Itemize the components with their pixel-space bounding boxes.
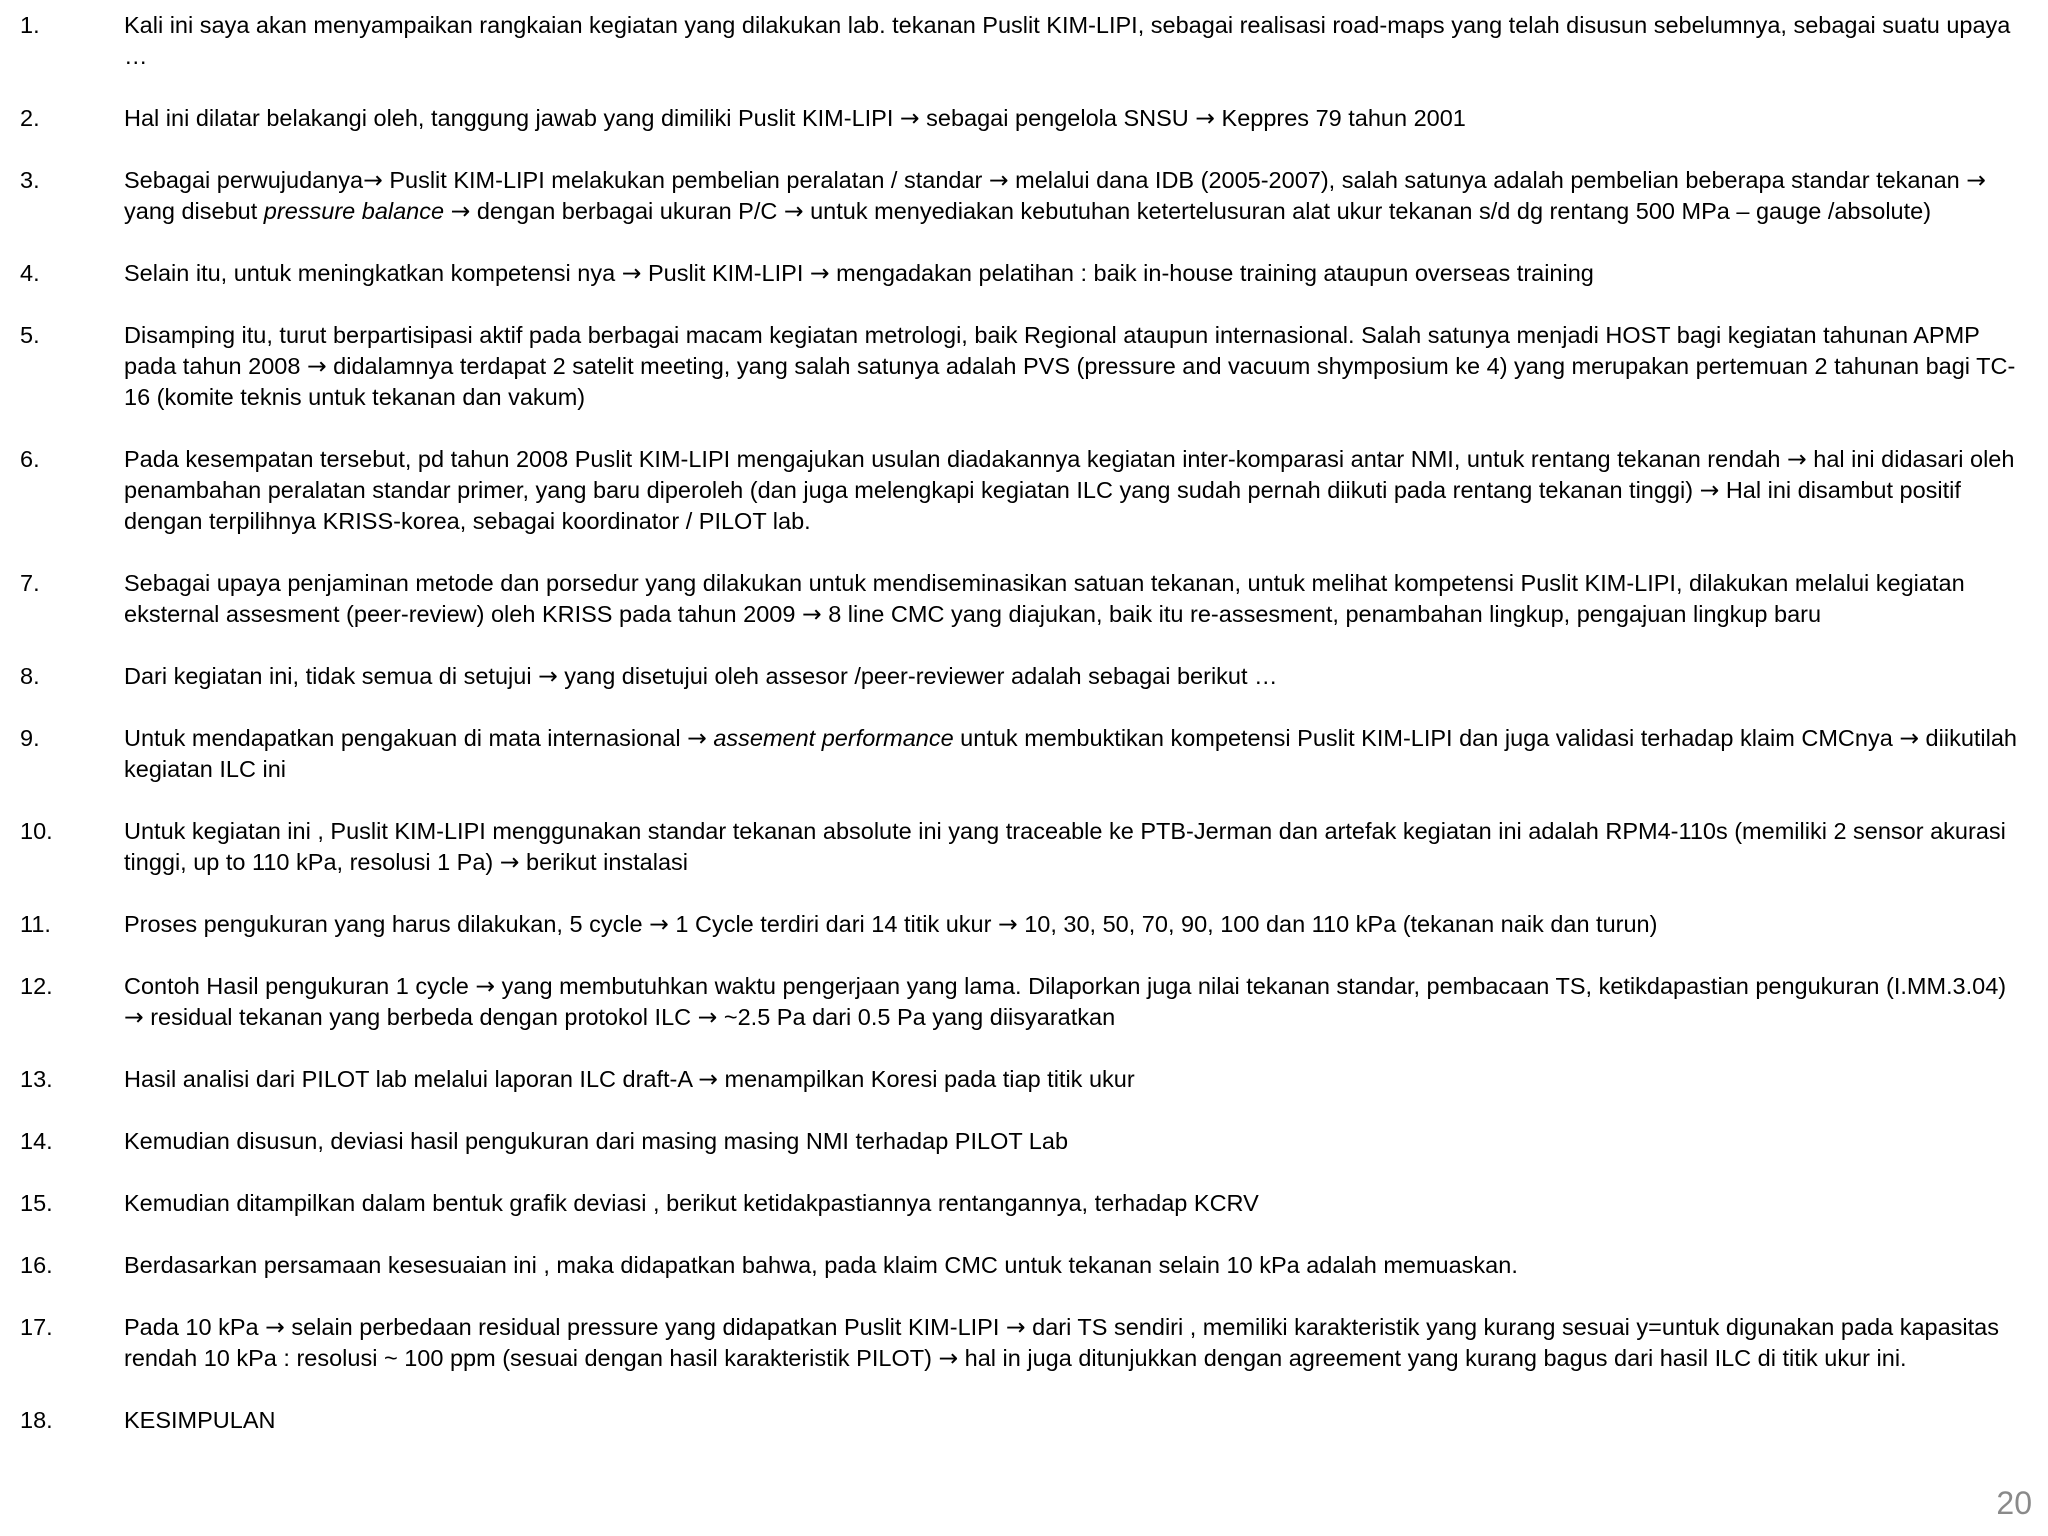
text-segment: Untuk kegiatan ini , Puslit KIM-LIPI menggunakan standar tekanan absolute ini yang traceable ke PTB-Jerman dan artefak kegiatan ini adalah RPM4-110s (memiliki 2 sensor akurasi tinggi, up to 110 kPa, resolusi 1 Pa) [124, 818, 2006, 875]
arrow-right-icon: → [1699, 476, 1720, 504]
list-item [20, 165, 2030, 227]
arrow-right-icon: → [124, 1003, 144, 1031]
text-segment: didalamnya terdapat 2 satelit meeting, yang salah satunya adalah PVS (pressure and vacuum shymposium ke 4) yang merupakan pertemuan 2 tahunan bagi TC-16 (komite teknis untuk tekanan dan vakum) [124, 353, 2016, 410]
arrow-right-icon: → [697, 1003, 718, 1031]
arrow-right-icon: → [809, 259, 830, 287]
text-segment: Puslit KIM-LIPI [641, 260, 810, 286]
text-segment: sebagai pengelola SNSU [919, 105, 1196, 131]
text-segment: Proses pengukuran yang harus dilakukan, 5 cycle [124, 911, 650, 937]
text-segment: Pada 10 kPa [124, 1314, 266, 1340]
item-number: 3. [20, 167, 40, 193]
text-segment: Contoh Hasil pengukuran 1 cycle [124, 973, 476, 999]
text-segment: diikutilah kegiatan ILC ini [124, 725, 2018, 782]
item-number: 16. [20, 1252, 53, 1278]
item-number: 15. [20, 1190, 53, 1216]
arrow-right-icon: → [938, 1344, 959, 1372]
list-item [20, 320, 2030, 413]
arrow-right-icon: → [899, 104, 920, 132]
text-segment: 1 Cycle terdiri dari 14 titik ukur [668, 911, 998, 937]
italic-text: pressure balance [263, 198, 445, 224]
item-text [124, 568, 2030, 630]
item-number: 14. [20, 1128, 53, 1154]
item-number: 6. [20, 446, 40, 472]
arrow-right-icon: → [988, 166, 1009, 194]
list-item [20, 816, 2030, 878]
list-item [20, 1064, 2030, 1095]
list-item [20, 1250, 2030, 1281]
list-item [20, 10, 2030, 72]
item-text [124, 1312, 2030, 1374]
list-item [20, 1405, 2030, 1436]
arrow-right-icon: → [1899, 724, 1920, 752]
item-text [124, 971, 2030, 1033]
list-item [20, 1188, 2030, 1219]
text-segment: ~2.5 Pa dari 0.5 Pa yang diisyaratkan [717, 1004, 1116, 1030]
text-segment: yang membutuhkan waktu pengerjaan yang lama. Dilaporkan juga nilai tekanan standar, pembacaan TS, ketikdapastian pengukuran (I.MM.3.04) [495, 973, 2007, 999]
item-number: 13. [20, 1066, 53, 1092]
item-text [124, 1250, 2030, 1281]
text-segment: 8 line CMC yang diajukan, baik itu re-assesment, penambahan lingkup, pengajuan lingkup baru [821, 601, 1822, 627]
text-segment: Untuk mendapatkan pengakuan di mata internasional [124, 725, 688, 751]
item-number: 10. [20, 818, 53, 844]
arrow-right-icon: → [538, 662, 558, 690]
text-segment: Pada kesempatan tersebut, pd tahun 2008 Puslit KIM-LIPI mengajukan usulan diadakannya kegiatan inter-komparasi antar NMI, untuk rentang tekanan rendah [124, 446, 1788, 472]
text-segment: yang disebut [124, 198, 264, 224]
item-number: 12. [20, 973, 53, 999]
arrow-right-icon: → [698, 1065, 718, 1093]
item-number: 11. [20, 911, 51, 937]
arrow-right-icon: → [621, 259, 642, 287]
text-segment: selain perbedaan residual pressure yang didapatkan Puslit KIM-LIPI [284, 1314, 1006, 1340]
item-number: 1. [20, 12, 40, 38]
list-item [20, 103, 2030, 134]
text-segment: Hal ini dilatar belakangi oleh, tanggung jawab yang dimiliki Puslit KIM-LIPI [124, 105, 900, 131]
text-segment: Sebagai perwujudanya [124, 167, 364, 193]
text-segment: menampilkan Koresi pada tiap titik ukur [717, 1066, 1135, 1092]
item-text [124, 1064, 2030, 1095]
text-segment: hal ini didasari oleh penambahan peralatan standar primer, yang baru diperoleh (dan juga melengkapi kegiatan ILC yang sudah pernah diikuti pada rentang tekanan tinggi) [124, 446, 2015, 503]
text-segment: Selain itu, untuk meningkatkan kompetensi nya [124, 260, 622, 286]
item-text [124, 320, 2030, 413]
text-segment: 10, 30, 50, 70, 90, 100 dan 110 kPa (tekanan naik dan turun) [1017, 911, 1658, 937]
list-item [20, 971, 2030, 1033]
item-number: 5. [20, 322, 40, 348]
text-segment: KESIMPULAN [124, 1407, 276, 1433]
arrow-right-icon: → [649, 910, 669, 938]
list-item [20, 568, 2030, 630]
item-text [124, 1405, 2030, 1436]
item-text [124, 258, 2030, 289]
list-item [20, 661, 2030, 692]
text-segment: Kemudian disusun, deviasi hasil pengukuran dari masing masing NMI terhadap PILOT Lab [124, 1128, 1069, 1154]
arrow-right-icon: → [801, 600, 822, 628]
text-segment: dengan berbagai ukuran P/C [470, 198, 784, 224]
arrow-right-icon: → [450, 197, 471, 225]
text-segment: Keppres 79 tahun 2001 [1214, 105, 1466, 131]
item-text [124, 10, 2030, 72]
text-segment: Hasil analisi dari PILOT lab melalui laporan ILC draft-A [124, 1066, 699, 1092]
text-segment: berikut instalasi [519, 849, 688, 875]
item-number: 7. [20, 570, 40, 596]
text-segment: Disamping itu, turut berpartisipasi aktif pada berbagai macam kegiatan metrologi, baik Regional ataupun internasional. Salah satunya menjadi HOST bagi kegiatan tahunan APMP pada tahun 2008 [124, 322, 1980, 379]
item-number: 9. [20, 725, 40, 751]
text-segment: hal in juga ditunjukkan dengan agreement yang kurang bagus dari hasil ILC di titik ukur ini. [958, 1345, 1907, 1371]
numbered-notes-list [20, 10, 2030, 1436]
arrow-right-icon: → [499, 848, 520, 876]
list-item [20, 1312, 2030, 1374]
item-text [124, 661, 2030, 692]
text-segment: yang disetujui oleh assesor /peer-reviewer adalah sebagai berikut … [557, 663, 1278, 689]
text-segment: Kali ini saya akan menyampaikan rangkaian kegiatan yang dilakukan lab. tekanan Puslit KIM-LIPI, sebagai realisasi road-maps yang telah disusun sebelumnya, sebagai suatu upaya … [124, 12, 2011, 69]
list-item [20, 444, 2030, 537]
item-text [124, 723, 2030, 785]
item-number: 17. [20, 1314, 53, 1340]
item-text [124, 165, 2030, 227]
item-number: 4. [20, 260, 40, 286]
list-item [20, 723, 2030, 785]
arrow-right-icon: → [687, 724, 707, 752]
text-segment: dari TS sendiri , memiliki karakteristik yang kurang sesuai y=untuk digunakan pada kapasitas rendah 10 kPa : resolusi ~ 100 ppm (sesuai dengan hasil karakteristik PILOT) [124, 1314, 1999, 1371]
item-text [124, 816, 2030, 878]
item-text [124, 103, 2030, 134]
arrow-right-icon: → [265, 1313, 285, 1341]
list-item [20, 258, 2030, 289]
item-number: 2. [20, 105, 40, 131]
page-number: 20 [1996, 1485, 2032, 1521]
arrow-right-icon: → [1005, 1313, 1026, 1341]
arrow-right-icon: → [1787, 445, 1807, 473]
text-segment: mengadakan pelatihan : baik in-house training ataupun overseas training [829, 260, 1594, 286]
text-segment: melalui dana IDB (2005-2007), salah satunya adalah pembelian beberapa standar tekanan [1008, 167, 1967, 193]
text-segment: Berdasarkan persamaan kesesuaian ini , maka didapatkan bahwa, pada klaim CMC untuk tekanan selain 10 kPa adalah memuaskan. [124, 1252, 1518, 1278]
item-number: 18. [20, 1407, 53, 1433]
text-segment: untuk menyediakan kebutuhan ketertelusuran alat ukur tekanan s/d dg rentang 500 MPa – gauge /absolute) [803, 198, 1932, 224]
item-number: 8. [20, 663, 40, 689]
arrow-right-icon: → [1195, 104, 1215, 132]
text-segment: Hal ini disambut positif dengan terpilihnya KRISS-korea, sebagai koordinator / PILOT lab. [124, 477, 1961, 534]
text-segment: Kemudian ditampilkan dalam bentuk grafik deviasi , berikut ketidakpastiannya rentangannya, terhadap KCRV [124, 1190, 1259, 1216]
item-text [124, 1126, 2030, 1157]
item-text [124, 444, 2030, 537]
arrow-right-icon: → [783, 197, 804, 225]
arrow-right-icon: → [306, 352, 327, 380]
item-text [124, 1188, 2030, 1219]
text-segment: Sebagai upaya penjaminan metode dan porsedur yang dilakukan untuk mendiseminasikan satuan tekanan, untuk melihat kompetensi Puslit KIM-LIPI, dilakukan melalui kegiatan eksternal assesment (peer-review) oleh KRISS pada tahun 2009 [124, 570, 1965, 627]
text-segment: Dari kegiatan ini, tidak semua di setujui [124, 663, 539, 689]
text-segment: Puslit KIM-LIPI melakukan pembelian peralatan / standar [382, 167, 989, 193]
arrow-right-icon: → [1966, 166, 1986, 194]
text-segment: residual tekanan yang berbeda dengan protokol ILC [143, 1004, 698, 1030]
arrow-right-icon: → [475, 972, 496, 1000]
italic-text: assement performance [713, 725, 954, 751]
list-item [20, 1126, 2030, 1157]
arrow-right-icon: → [997, 910, 1018, 938]
item-text [124, 909, 2030, 940]
text-segment: untuk membuktikan kompetensi Puslit KIM-LIPI dan juga validasi terhadap klaim CMCnya [953, 725, 1900, 751]
arrow-right-icon: → [363, 166, 383, 194]
list-item [20, 909, 2030, 940]
